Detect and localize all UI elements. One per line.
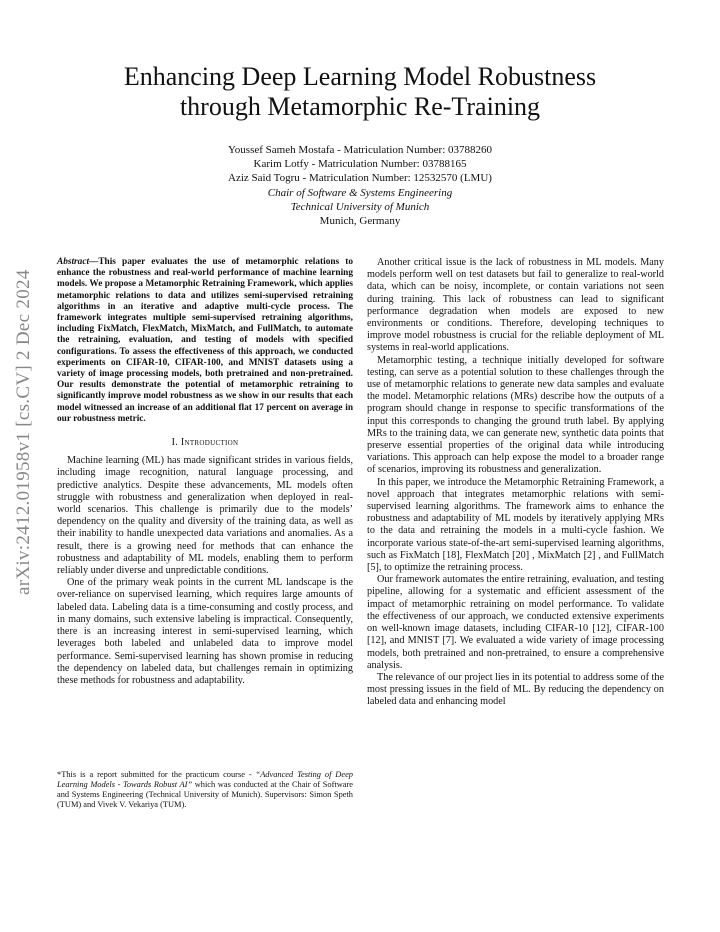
paragraph: Our framework automates the entire retraining, evaluation, and testing pipeline, allowing for a systematic and efficient assessment of the impact of metamorphic retraining on model performance. To validate the effectiveness of our approach, we conducted extensive experiments on well-known image datasets, including CIFAR-10 [12], CIFAR-100 [12], and MNIST [7]. We evaluated a wide variety of image processing models, both pretrained and non-pretrained, to ensure a comprehensive analysis. <box>367 574 664 671</box>
section-heading <box>57 437 353 449</box>
affiliation-city: Munich, Germany <box>319 215 401 228</box>
right-column <box>367 257 664 709</box>
author-block <box>60 143 660 228</box>
footnote-post: which was conducted at the Chair of Software and Systems Engineering (Technical University of Munich). Supervisors: Simon Speth (TUM) and Vivek V. Vekariya (TUM). <box>57 780 353 809</box>
author-2: Karim Lotfy - Matriculation Number: 03788165 <box>253 158 467 171</box>
paragraph: The relevance of our project lies in its potential to address some of the most pressing issues in the field of ML. By reducing the dependency on labeled data and enhancing model <box>367 671 664 708</box>
section-title: Introduction <box>180 437 239 449</box>
paragraph: Another critical issue is the lack of robustness in ML models. Many models perform well on test datasets but fail to generalize to real-world data, which can be noisy, incomplete, or contain variations not seen during training. This lack of robustness can lead to significant performance degradation when models are exposed to new environments or conditions. Therefore, developing techniques to improve model robustness is crucial for the reliable deployment of ML systems in real-world applications. <box>367 257 664 354</box>
author-3: Aziz Said Togru - Matriculation Number: 12532570 (LMU) <box>228 172 492 185</box>
arxiv-stamp: arXiv:2412.01958v1 [cs.CV] 2 Dec 2024 <box>13 269 34 595</box>
footnote-pre: *This is a report submitted for the practicum course - <box>57 770 256 779</box>
left-column <box>57 257 353 687</box>
abstract-label: Abstract <box>57 257 90 267</box>
paragraph: In this paper, we introduce the Metamorphic Retraining Framework, a novel approach that integrates metamorphic relations with semi-supervised learning algorithms. The framework aims to enhance the robustness and adaptability of ML models by iteratively applying MRs to the data and retraining the models in a multi-cycle fashion. We incorporate various state-of-the-art semi-supervised learning algorithms, such as FixMatch [18], FlexMatch [20] , MixMatch [2] , and FullMatch [5], to optimize the retraining process. <box>367 476 664 574</box>
footnote <box>57 770 353 810</box>
paragraph: Metamorphic testing, a technique initially developed for software testing, can serve as a potential solution to these challenges through the use of metamorphic relations to generate new data samples and evaluate the model. Metamorphic relations (MRs) describe how the outputs of a program should change in response to specific transformations of the input this corresponds to changing the ground truth label. By applying MRs to the training data, we can generate new, synthetic data points that preserve essential properties of the original data while introducing variations. This approach can help expose the model to a broader range of scenarios, improving its robustness and generalization. <box>367 354 664 476</box>
author-1: Youssef Sameh Mostafa - Matriculation Number: 03788260 <box>227 144 493 156</box>
footnote-course: “Advanced Testing of Deep Learning Models - Towards Robust AI” <box>57 770 353 789</box>
affiliation-university: Technical University of Munich <box>290 200 430 213</box>
title-line-1: Enhancing Deep Learning Model Robustness <box>123 62 597 91</box>
abstract-text: —This paper evaluates the use of metamorphic relations to enhance the robustness and real-world performance of machine learning models. We propose a Metamorphic Retraining Framework, which applies metamorphic relations to data and utilizes semi-supervised retraining algorithms in an iterative and adaptive multi-cycle process. The framework integrates multiple semi-supervised retraining algorithms, including FixMatch, FlexMatch, MixMatch, and FullMatch, to automate the retraining, evaluation, and testing of models with specified configurations. To assess the effectiveness of this approach, we conducted experiments on CIFAR-10, CIFAR-100, and MNIST datasets using a variety of image processing models, both pretrained and non-pretrained. Our results demonstrate the potential of metamorphic retraining to significantly improve model robustness as we show in our results that each model witnessed an increase of an additional flat 17 percent on average in our robustness metric. <box>57 257 353 424</box>
paragraph: One of the primary weak points in the current ML landscape is the over-reliance on supervised learning, which requires large amounts of labeled data. Labeling data is a time-consuming and costly process, and in many domains, such extensive labeling is impractical. Consequently, there is an increasing interest in semi-supervised learning, which leverages both labeled and unlabeled data to improve model performance. Semi-supervised learning has shown promise in reducing the dependency on labeled data, but challenges remain in optimizing these methods for robustness and adaptability. <box>57 577 353 686</box>
paragraph: Machine learning (ML) has made significant strides in various fields, including image recognition, natural language processing, and predictive analytics. Despite these advancements, ML models often struggle with robustness and generalization when deployed in real-world scenarios. This challenge is primarily due to the models’ dependency on the quality and diversity of the training data, as well as their inability to handle unexpected data variations and anomalies. As a result, there is a growing need for methods that can enhance the robustness and adaptability of ML models, enabling them to perform reliably under diverse and unpredictable conditions. <box>57 455 353 577</box>
section-number: I. <box>171 437 179 449</box>
title-line-2: through Metamorphic Re-Training <box>179 92 541 121</box>
abstract <box>57 257 353 425</box>
affiliation-chair: Chair of Software & Systems Engineering <box>267 186 453 199</box>
paper-title <box>60 62 660 122</box>
